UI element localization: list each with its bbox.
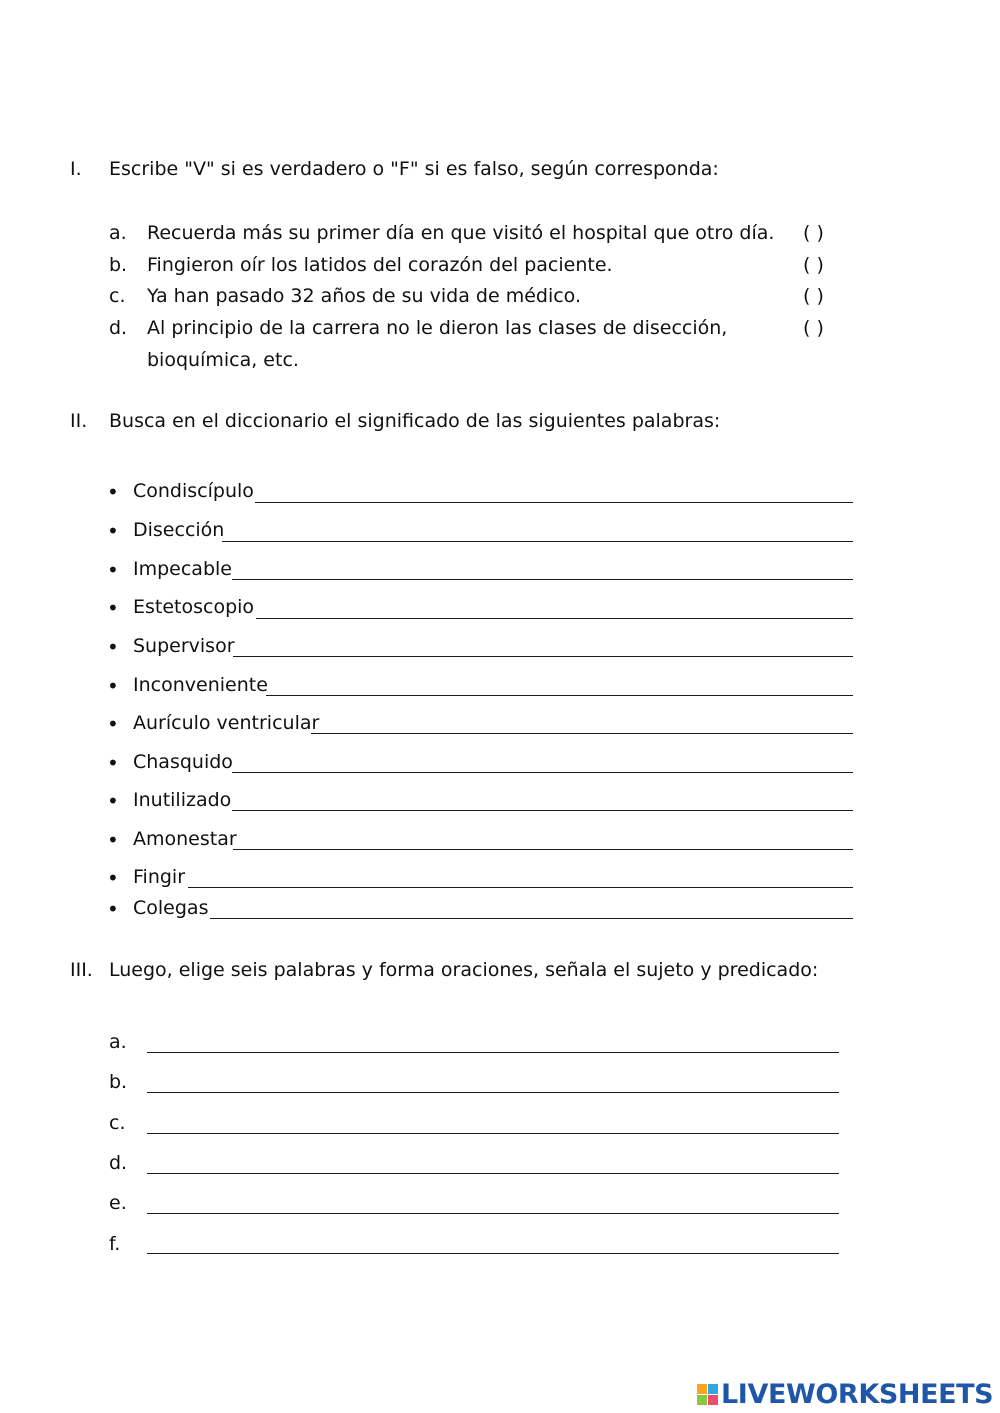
sentence-letter: c. <box>109 1112 126 1134</box>
bullet-icon: • <box>107 897 119 921</box>
vocab-word: Condiscípulo <box>133 480 254 502</box>
definition-blank[interactable] <box>233 656 853 657</box>
question-text-continued: bioquímica, etc. <box>147 349 299 371</box>
bullet-icon: • <box>107 866 119 890</box>
section-3-instruction: Luego, elige seis palabras y forma oraciones, señala el sujeto y predicado: <box>109 959 819 981</box>
bullet-icon: • <box>107 480 119 504</box>
section-1-numeral: I. <box>70 158 82 180</box>
section-2-numeral: II. <box>70 410 88 432</box>
definition-blank[interactable] <box>311 733 853 734</box>
sentence-blank[interactable] <box>147 1253 839 1254</box>
vocab-word: Colegas <box>133 897 209 919</box>
sentence-blank[interactable] <box>147 1092 839 1093</box>
definition-blank[interactable] <box>222 541 853 542</box>
sentence-letter: e. <box>109 1192 127 1214</box>
question-letter: b. <box>109 254 128 276</box>
bullet-icon: • <box>107 519 119 543</box>
question-text: Recuerda más su primer día en que visitó el hospital que otro día. <box>147 222 775 244</box>
sentence-blank[interactable] <box>147 1133 839 1134</box>
vocab-word: Inconveniente <box>133 674 268 696</box>
answer-box[interactable]: ( ) <box>803 317 824 339</box>
definition-blank[interactable] <box>210 918 853 919</box>
sentence-blank[interactable] <box>147 1213 839 1214</box>
definition-blank[interactable] <box>232 772 853 773</box>
answer-box[interactable]: ( ) <box>803 285 824 307</box>
sentence-letter: d. <box>109 1152 128 1174</box>
question-text: Fingieron oír los latidos del corazón del paciente. <box>147 254 613 276</box>
logo-text: LIVEWORKSHEETS <box>721 1378 994 1410</box>
answer-box[interactable]: ( ) <box>803 254 824 276</box>
vocab-word: Estetoscopio <box>133 596 255 618</box>
logo-tiles-icon <box>697 1384 718 1405</box>
definition-blank[interactable] <box>255 502 853 503</box>
vocab-word: Disección <box>133 519 225 541</box>
definition-blank[interactable] <box>188 887 853 888</box>
answer-box[interactable]: ( ) <box>803 222 824 244</box>
question-letter: c. <box>109 285 126 307</box>
liveworksheets-logo <box>697 1379 993 1409</box>
vocab-word: Amonestar <box>133 828 237 850</box>
section-1-instruction: Escribe "V" si es verdadero o "F" si es falso, según corresponda: <box>109 158 719 180</box>
bullet-icon: • <box>107 789 119 813</box>
vocab-word: Inutilizado <box>133 789 232 811</box>
vocab-word: Impecable <box>133 558 232 580</box>
vocab-word: Aurículo ventricular <box>133 712 320 734</box>
bullet-icon: • <box>107 558 119 582</box>
question-letter: d. <box>109 317 128 339</box>
vocab-word: Supervisor <box>133 635 235 657</box>
definition-blank[interactable] <box>233 849 853 850</box>
vocab-word: Fingir <box>133 866 186 888</box>
sentence-letter: b. <box>109 1071 128 1093</box>
sentence-letter: f. <box>109 1233 121 1255</box>
sentence-blank[interactable] <box>147 1052 839 1053</box>
section-3-numeral: III. <box>70 959 93 981</box>
bullet-icon: • <box>107 674 119 698</box>
definition-blank[interactable] <box>232 810 853 811</box>
definition-blank[interactable] <box>266 695 853 696</box>
question-text: Ya han pasado 32 años de su vida de médico. <box>147 285 582 307</box>
bullet-icon: • <box>107 596 119 620</box>
definition-blank[interactable] <box>232 579 853 580</box>
bullet-icon: • <box>107 751 119 775</box>
definition-blank[interactable] <box>256 618 853 619</box>
question-text: Al principio de la carrera no le dieron las clases de disección, <box>147 317 728 339</box>
bullet-icon: • <box>107 828 119 852</box>
sentence-blank[interactable] <box>147 1173 839 1174</box>
sentence-letter: a. <box>109 1031 127 1053</box>
bullet-icon: • <box>107 635 119 659</box>
vocab-word: Chasquido <box>133 751 233 773</box>
section-2-instruction: Busca en el diccionario el significado de las siguientes palabras: <box>109 410 721 432</box>
bullet-icon: • <box>107 712 119 736</box>
question-letter: a. <box>109 222 127 244</box>
